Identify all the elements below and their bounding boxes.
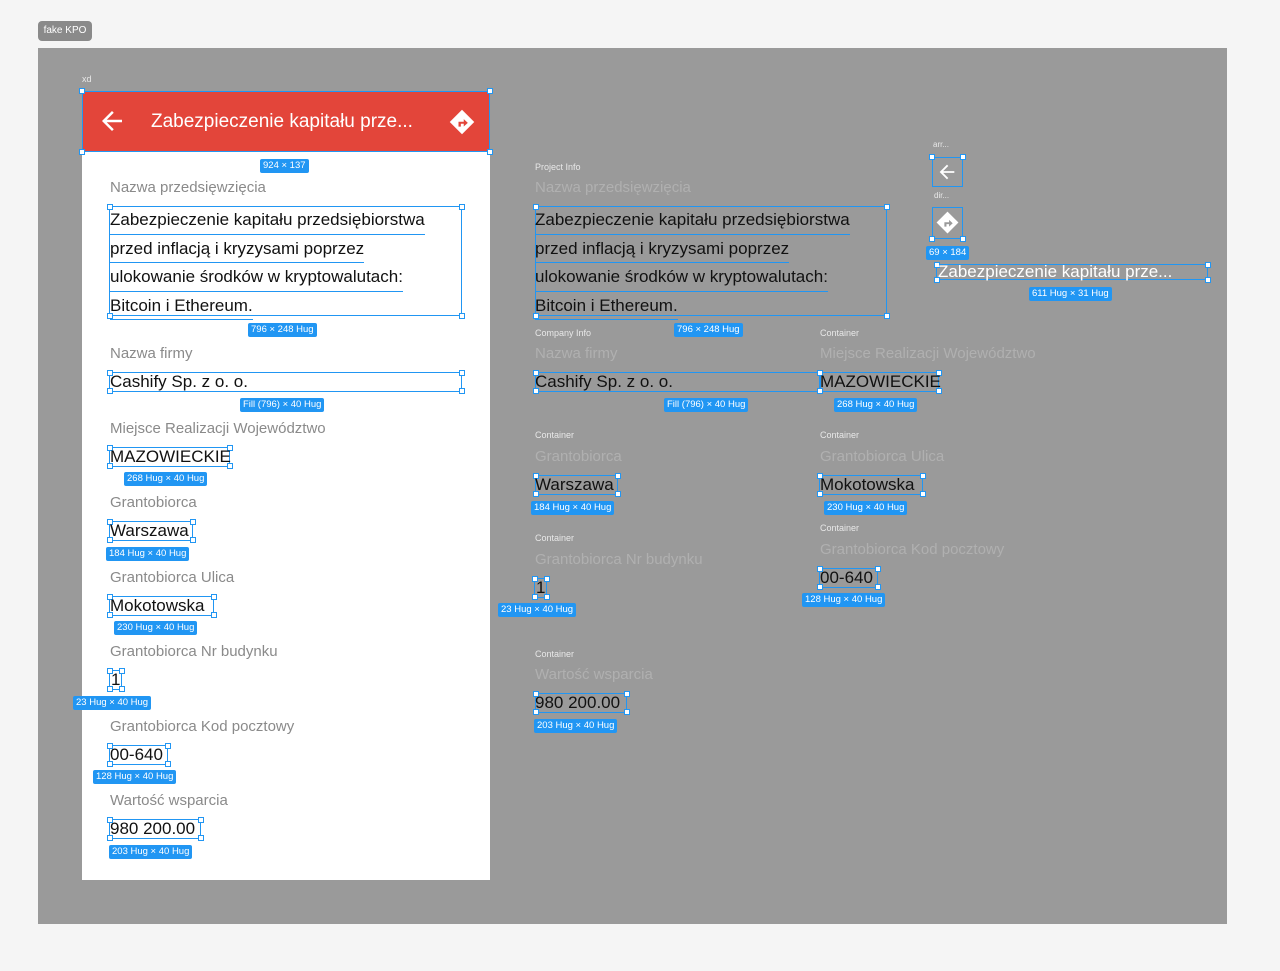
frame-label-arrow[interactable]: arr... bbox=[933, 140, 950, 149]
label-region: Miejsce Realizacji Województwo bbox=[820, 345, 1036, 362]
directions-icon[interactable] bbox=[935, 210, 960, 235]
resize-handle[interactable] bbox=[190, 519, 196, 525]
size-badge: 203 Hug × 40 Hug bbox=[534, 719, 617, 733]
label-building-number: Grantobiorca Nr budynku bbox=[535, 551, 703, 568]
company-name-value: Cashify Sp. z o. o. bbox=[110, 372, 248, 391]
label-support-value: Wartość wsparcia bbox=[535, 666, 653, 683]
arrow-left-icon[interactable] bbox=[97, 106, 127, 136]
size-badge: 203 Hug × 40 Hug bbox=[109, 845, 192, 859]
resize-handle[interactable] bbox=[1205, 262, 1211, 268]
resize-handle[interactable] bbox=[211, 594, 217, 600]
size-badge: 128 Hug × 40 Hug bbox=[802, 593, 885, 607]
resize-handle[interactable] bbox=[190, 537, 196, 543]
resize-handle[interactable] bbox=[960, 154, 966, 160]
label-company-name: Nazwa firmy bbox=[110, 345, 193, 362]
project-line: Zabezpieczenie kapitału przedsiębiorstwa bbox=[110, 206, 425, 235]
project-line: przed inflacją i kryzysami poprzez bbox=[110, 235, 364, 264]
resize-handle[interactable] bbox=[459, 313, 465, 319]
size-badge: Fill (796) × 40 Hug bbox=[240, 398, 324, 412]
label-company-name: Nazwa firmy bbox=[535, 345, 618, 362]
grantor-value: Warszawa bbox=[535, 475, 614, 494]
building-number-value: 1 bbox=[536, 578, 546, 597]
label-postal-code: Grantobiorca Kod pocztowy bbox=[110, 718, 295, 735]
project-name-text bbox=[110, 206, 425, 320]
frame-label-container[interactable]: Container bbox=[820, 430, 860, 440]
size-badge: 184 Hug × 40 Hug bbox=[106, 547, 189, 561]
size-badge: 128 Hug × 40 Hug bbox=[93, 770, 176, 784]
resize-handle[interactable] bbox=[459, 204, 465, 210]
postal-code-value: 00-640 bbox=[110, 745, 163, 764]
page-chip[interactable]: fake KPO bbox=[38, 21, 92, 41]
resize-handle[interactable] bbox=[79, 149, 85, 155]
frame-label-directions[interactable]: dir... bbox=[934, 191, 950, 200]
size-badge: 230 Hug × 40 Hug bbox=[824, 501, 907, 515]
grantor-value: Warszawa bbox=[110, 521, 189, 540]
support-value: 980 200.00 bbox=[535, 693, 621, 712]
label-support-value: Wartość wsparcia bbox=[110, 792, 228, 809]
label-street: Grantobiorca Ulica bbox=[110, 569, 235, 586]
size-badge: 23 Hug × 40 Hug bbox=[498, 603, 576, 617]
project-line: Zabezpieczenie kapitału przedsiębiorstwa bbox=[535, 206, 850, 235]
project-line: ulokowanie środków w kryptowalutach: bbox=[535, 263, 828, 292]
appbar-title-component: Zabezpieczenie kapitału prze... bbox=[938, 262, 1173, 281]
resize-handle[interactable] bbox=[624, 691, 630, 697]
street-value: Mokotowska bbox=[110, 596, 205, 615]
size-badge: 268 Hug × 40 Hug bbox=[124, 472, 207, 486]
frame-label-container[interactable]: Container bbox=[535, 430, 575, 440]
arrow-left-icon[interactable] bbox=[936, 161, 958, 183]
resize-handle[interactable] bbox=[929, 154, 935, 160]
size-badge: 796 × 248 Hug bbox=[674, 323, 743, 337]
label-grantor: Grantobiorca bbox=[110, 494, 197, 511]
resize-handle[interactable] bbox=[624, 709, 630, 715]
label-region: Miejsce Realizacji Województwo bbox=[110, 420, 326, 437]
region-value: MAZOWIECKIE bbox=[110, 447, 231, 466]
project-line: przed inflacją i kryzysami poprzez bbox=[535, 235, 789, 264]
region-value: MAZOWIECKIE bbox=[820, 372, 941, 391]
frame-label-container[interactable]: Container bbox=[535, 533, 575, 543]
label-project-name: Nazwa przedsięwzięcia bbox=[110, 179, 266, 196]
label-building-number: Grantobiorca Nr budynku bbox=[110, 643, 278, 660]
frame-label-container[interactable]: Container bbox=[820, 328, 860, 338]
resize-handle[interactable] bbox=[487, 149, 493, 155]
resize-handle[interactable] bbox=[615, 491, 621, 497]
resize-handle[interactable] bbox=[459, 388, 465, 394]
app-bar[interactable] bbox=[82, 91, 490, 152]
resize-handle[interactable] bbox=[920, 491, 926, 497]
resize-handle[interactable] bbox=[929, 236, 935, 242]
frame-label-company-info[interactable]: Company Info bbox=[535, 328, 592, 338]
frame-label-xd[interactable]: xd bbox=[82, 74, 92, 84]
size-badge: 230 Hug × 40 Hug bbox=[114, 621, 197, 635]
company-name-value: Cashify Sp. z o. o. bbox=[535, 372, 673, 391]
resize-handle[interactable] bbox=[960, 236, 966, 242]
resize-handle[interactable] bbox=[884, 204, 890, 210]
size-badge: 796 × 248 Hug bbox=[248, 323, 317, 337]
street-value: Mokotowska bbox=[820, 475, 915, 494]
resize-handle[interactable] bbox=[1205, 277, 1211, 283]
resize-handle[interactable] bbox=[211, 612, 217, 618]
project-line: Bitcoin i Ethereum. bbox=[110, 292, 253, 321]
icon-stack[interactable] bbox=[932, 157, 963, 239]
frame-label-container[interactable]: Container bbox=[535, 649, 575, 659]
label-project-name: Nazwa przedsięwzięcia bbox=[535, 179, 691, 196]
resize-handle[interactable] bbox=[198, 817, 204, 823]
app-bar-title: Zabezpieczenie kapitału prze... bbox=[151, 111, 413, 132]
resize-handle[interactable] bbox=[875, 584, 881, 590]
resize-handle[interactable] bbox=[459, 370, 465, 376]
label-postal-code: Grantobiorca Kod pocztowy bbox=[820, 541, 1005, 558]
resize-handle[interactable] bbox=[79, 88, 85, 94]
project-line: Bitcoin i Ethereum. bbox=[535, 292, 678, 321]
project-line: ulokowanie środków w kryptowalutach: bbox=[110, 263, 403, 292]
postal-code-value: 00-640 bbox=[820, 568, 873, 587]
size-badge: 924 × 137 bbox=[260, 159, 309, 173]
size-badge: 268 Hug × 40 Hug bbox=[834, 398, 917, 412]
size-badge: 184 Hug × 40 Hug bbox=[531, 501, 614, 515]
building-number-value: 1 bbox=[111, 670, 121, 689]
label-street: Grantobiorca Ulica bbox=[820, 448, 945, 465]
resize-handle[interactable] bbox=[920, 473, 926, 479]
project-name-text bbox=[535, 206, 850, 320]
size-badge: 69 × 184 bbox=[926, 246, 969, 260]
size-badge: Fill (796) × 40 Hug bbox=[664, 398, 748, 412]
size-badge: 23 Hug × 40 Hug bbox=[73, 696, 151, 710]
resize-handle[interactable] bbox=[884, 313, 890, 319]
resize-handle[interactable] bbox=[487, 88, 493, 94]
resize-handle[interactable] bbox=[875, 566, 881, 572]
resize-handle[interactable] bbox=[165, 761, 171, 767]
size-badge: 611 Hug × 31 Hug bbox=[1029, 287, 1112, 301]
directions-icon[interactable] bbox=[448, 108, 476, 136]
resize-handle[interactable] bbox=[615, 473, 621, 479]
support-value: 980 200.00 bbox=[110, 819, 196, 838]
label-grantor: Grantobiorca bbox=[535, 448, 622, 465]
resize-handle[interactable] bbox=[165, 743, 171, 749]
resize-handle[interactable] bbox=[198, 835, 204, 841]
frame-label-project-info[interactable]: Project Info bbox=[535, 162, 581, 172]
frame-label-container[interactable]: Container bbox=[820, 523, 860, 533]
